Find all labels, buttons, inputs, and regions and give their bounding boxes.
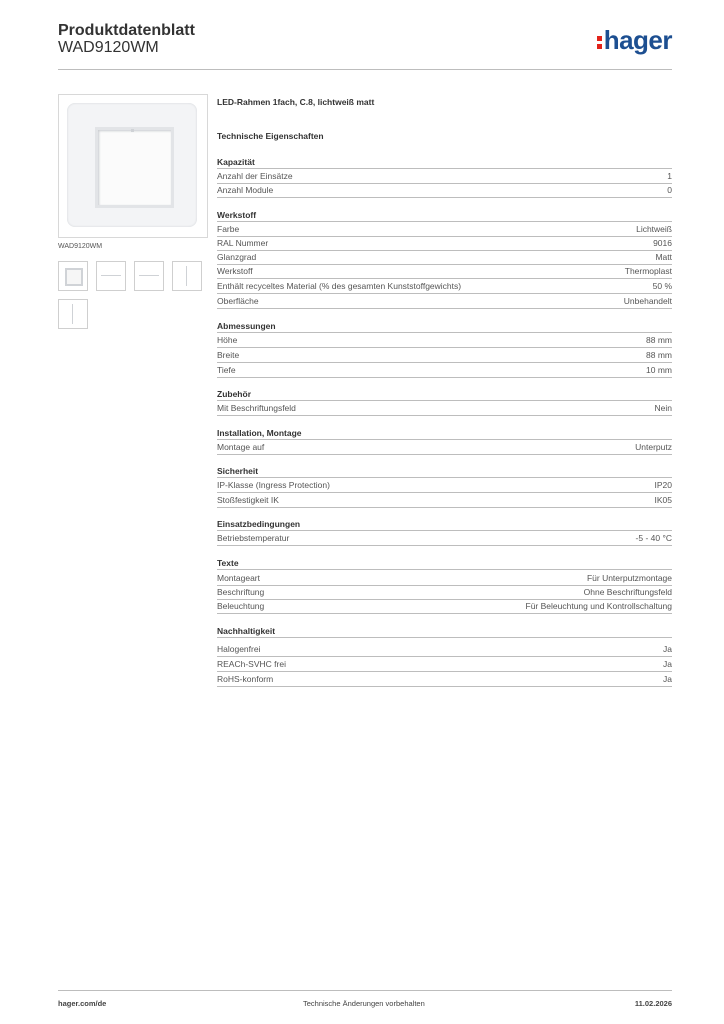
spec-row: [217, 170, 672, 184]
section-title: Abmessungen: [217, 321, 672, 333]
spec-key: Betriebstemperatur: [217, 533, 290, 543]
spec-value: Ja: [663, 659, 672, 669]
spec-key: Werkstoff: [217, 266, 253, 276]
spec-row: [217, 479, 672, 493]
spec-row: [217, 673, 672, 687]
spec-row: [217, 295, 672, 309]
frame-left-icon: [186, 266, 187, 286]
spec-key: Beleuchtung: [217, 601, 265, 611]
spec-key: Tiefe: [217, 365, 236, 375]
page-header: [58, 20, 672, 70]
spec-key: Beschriftung: [217, 587, 265, 597]
spec-value: Thermoplast: [624, 266, 672, 276]
section-title: Werkstoff: [217, 210, 672, 222]
spec-value: Matt: [655, 252, 672, 262]
spec-key: Anzahl der Einsätze: [217, 171, 293, 181]
spec-value: 9016: [653, 238, 672, 248]
section-title: Zubehör: [217, 389, 672, 401]
frame-inner-shape: [95, 127, 174, 208]
spec-value: 1: [667, 171, 672, 181]
spec-key: Höhe: [217, 335, 238, 345]
spec-row: [217, 441, 672, 455]
spec-key: Oberfläche: [217, 296, 259, 306]
spec-value: Unbehandelt: [623, 296, 672, 306]
thumbnail-top[interactable]: [96, 261, 126, 291]
spec-key: Enthält recyceltes Material (% des gesamten Kunststoffgewichts): [217, 281, 462, 291]
thumbnail-right[interactable]: [58, 299, 88, 329]
spec-value: Für Unterputzmontage: [586, 573, 672, 583]
spec-row: [217, 349, 672, 363]
section-title: Nachhaltigkeit: [217, 626, 672, 638]
section-title: Installation, Montage: [217, 428, 672, 440]
spec-row: [217, 532, 672, 546]
page-footer: [58, 990, 672, 1011]
frame-front-icon: [65, 268, 83, 286]
spec-value: 0: [667, 185, 672, 195]
footer-date: 11.02.2026: [634, 999, 672, 1008]
spec-value: 88 mm: [646, 350, 672, 360]
spec-key: RAL Nummer: [217, 238, 269, 248]
spec-row: [217, 265, 672, 279]
thumbnail-front[interactable]: [58, 261, 88, 291]
spec-row: [217, 643, 672, 657]
spec-value: -5 - 40 °C: [635, 533, 672, 543]
frame-outer-shape: [67, 103, 197, 227]
image-caption: WAD9120WM: [58, 243, 103, 250]
spec-row: [217, 184, 672, 198]
spec-key: Montageart: [217, 573, 260, 583]
spec-row: [217, 658, 672, 672]
spec-value: Unterputz: [635, 442, 672, 452]
thumbnail-left[interactable]: [172, 261, 202, 291]
spec-row: [217, 586, 672, 600]
spec-key: Halogenfrei: [217, 644, 261, 654]
spec-key: IP-Klasse (Ingress Protection): [217, 480, 330, 490]
product-name: LED-Rahmen 1fach, C.8, lichtweiß matt: [217, 97, 375, 107]
product-code: WAD9120WM: [58, 39, 159, 56]
spec-row: [217, 402, 672, 416]
spec-key: Farbe: [217, 224, 240, 234]
spec-key: Mit Beschriftungsfeld: [217, 403, 296, 413]
section-title: Kapazität: [217, 157, 672, 169]
spec-value: Ohne Beschriftungsfeld: [583, 587, 672, 597]
spec-row: [217, 280, 672, 294]
section-title: Einsatzbedingungen: [217, 519, 672, 531]
spec-row: [217, 223, 672, 237]
tech-heading: Technische Eigenschaften: [217, 131, 324, 141]
section-title: Sicherheit: [217, 466, 672, 478]
spec-value: Ja: [663, 674, 672, 684]
thumbnail-bottom[interactable]: [134, 261, 164, 291]
product-image[interactable]: [58, 94, 208, 238]
spec-value: Ja: [663, 644, 672, 654]
frame-right-icon: [72, 304, 73, 324]
spec-value: 10 mm: [646, 365, 672, 375]
frame-slot-shape: [131, 129, 134, 132]
spec-key: Breite: [217, 350, 240, 360]
spec-value: Nein: [654, 403, 672, 413]
spec-value: 50 %: [652, 281, 672, 291]
logo-dots-icon: [597, 33, 602, 52]
spec-row: [217, 251, 672, 265]
section-title: Texte: [217, 558, 672, 570]
spec-value: Lichtweiß: [636, 224, 672, 234]
spec-row: [217, 364, 672, 378]
footer-website-link[interactable]: hager.com/de: [58, 999, 107, 1008]
spec-key: Anzahl Module: [217, 185, 274, 195]
page-title: Produktdatenblatt: [58, 22, 195, 39]
logo-text: hager: [603, 25, 672, 55]
spec-value: Für Beleuchtung und Kontrollschaltung: [525, 601, 672, 611]
spec-value: 88 mm: [646, 335, 672, 345]
spec-key: Montage auf: [217, 442, 265, 452]
spec-row: [217, 572, 672, 586]
frame-top-icon: [101, 275, 121, 276]
spec-key: Glanzgrad: [217, 252, 257, 262]
spec-row: [217, 494, 672, 508]
hager-logo[interactable]: [597, 25, 672, 56]
spec-row: [217, 237, 672, 251]
spec-value: IP20: [654, 480, 672, 490]
spec-row: [217, 334, 672, 348]
frame-bottom-icon: [139, 275, 159, 276]
footer-disclaimer: Technische Änderungen vorbehalten: [303, 999, 425, 1008]
spec-row: [217, 600, 672, 614]
spec-key: REACh-SVHC frei: [217, 659, 286, 669]
spec-key: RoHS-konform: [217, 674, 274, 684]
spec-key: Stoßfestigkeit IK: [217, 495, 279, 505]
spec-value: IK05: [654, 495, 672, 505]
